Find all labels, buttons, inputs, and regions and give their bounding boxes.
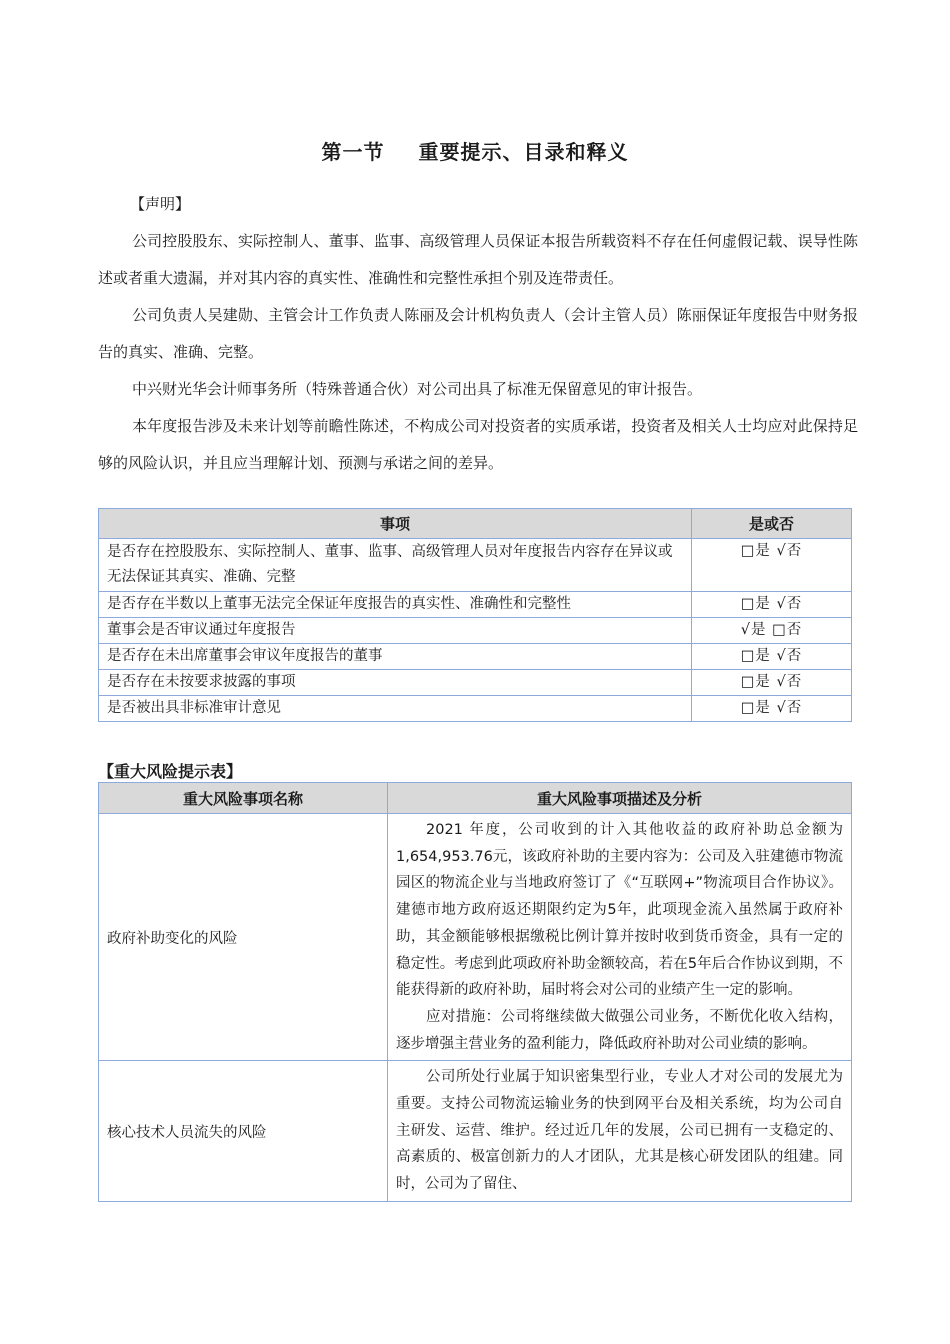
matter-answer: □是 √否 [692, 644, 852, 670]
table-row [99, 696, 852, 722]
table-row [99, 644, 852, 670]
statement-paragraph: 公司负责人吴建勋、主管会计工作负责人陈丽及会计机构负责人（会计主管人员）陈丽保证年度报告中财务报告的真实、准确、完整。 [98, 306, 858, 361]
section-number: 第一节 [321, 140, 385, 164]
column-header-risk-name: 重大风险事项名称 [99, 783, 388, 814]
matter-answer: √是 □否 [692, 618, 852, 644]
table-row [99, 1061, 852, 1202]
statement-paragraph: 公司控股股东、实际控制人、董事、监事、高级管理人员保证本报告所载资料不存在任何虚假记载、误导性陈述或者重大遗漏，并对其内容的真实性、准确性和完整性承担个别及连带责任。 [98, 232, 858, 287]
risk-table-heading: 【重大风险提示表】 [98, 762, 243, 781]
section-title-text: 重要提示、目录和释义 [418, 140, 629, 164]
table-row [99, 592, 852, 618]
matter-item: 是否存在半数以上董事无法完全保证年度报告的真实性、准确性和完整性 [99, 592, 692, 618]
page-title [0, 136, 950, 165]
column-header-answer: 是或否 [692, 509, 852, 539]
table-row [99, 670, 852, 696]
column-header-risk-desc: 重大风险事项描述及分析 [388, 783, 852, 814]
matter-item: 是否存在控股股东、实际控制人、董事、监事、高级管理人员对年度报告内容存在异议或无法保证其真实、准确、完整 [99, 539, 692, 592]
risk-description [388, 1061, 852, 1202]
statement-heading: 【声明】 [130, 195, 191, 213]
table-header-row [99, 509, 852, 539]
matters-table [98, 508, 852, 722]
matter-item: 是否存在未按要求披露的事项 [99, 670, 692, 696]
table-header-row [99, 783, 852, 814]
risk-countermeasure-paragraph: 应对措施：公司将继续做大做强公司业务，不断优化收入结构，逐步增强主营业务的盈利能力，降低政府补助对公司业绩的影响。 [396, 1008, 843, 1052]
matter-item: 是否存在未出席董事会审议年度报告的董事 [99, 644, 692, 670]
table-row [99, 814, 852, 1061]
risk-table [98, 782, 852, 1202]
risk-description-paragraph: 2021 年度，公司收到的计入其他收益的政府补助总金额为1,654,953.76元，该政府补助的主要内容为：公司及入驻建德市物流园区的物流企业与当地政府签订了《“互联网+”物流项目合作协议》。建德市地方政府返还期限约定为5年，此项现金流入虽然属于政府补助，其金额能够根据缴税比例计算并按时收到货币资金，具有一定的稳定性。考虑到此项政府补助金额较高，若在5年后合作协议到期，不能获得新的政府补助，届时将会对公司的业绩产生一定的影响。 [396, 822, 843, 999]
statement-paragraph: 中兴财光华会计师事务所（特殊普通合伙）对公司出具了标准无保留意见的审计报告。 [132, 380, 703, 398]
risk-description-paragraph: 公司所处行业属于知识密集型行业，专业人才对公司的发展尤为重要。支持公司物流运输业务的快到网平台及相关系统，均为公司自主研发、运营、维护。经过近几年的发展，公司已拥有一支稳定的、高素质的、极富创新力的人才团队，尤其是核心研发团队的组建。同时，公司为了留住、 [396, 1069, 843, 1193]
risk-name: 核心技术人员流失的风险 [99, 1061, 388, 1202]
matter-answer: □是 √否 [692, 670, 852, 696]
risk-name: 政府补助变化的风险 [99, 814, 388, 1061]
matter-answer: □是 √否 [692, 592, 852, 618]
matter-item: 董事会是否审议通过年度报告 [99, 618, 692, 644]
matter-answer: □是 √否 [692, 539, 852, 592]
risk-description [388, 814, 852, 1061]
table-row [99, 618, 852, 644]
column-header-item: 事项 [99, 509, 692, 539]
matter-item: 是否被出具非标准审计意见 [99, 696, 692, 722]
statement-paragraph: 本年度报告涉及未来计划等前瞻性陈述，不构成公司对投资者的实质承诺，投资者及相关人士均应对此保持足够的风险认识，并且应当理解计划、预测与承诺之间的差异。 [98, 417, 858, 472]
table-row [99, 539, 852, 592]
matter-answer: □是 √否 [692, 696, 852, 722]
